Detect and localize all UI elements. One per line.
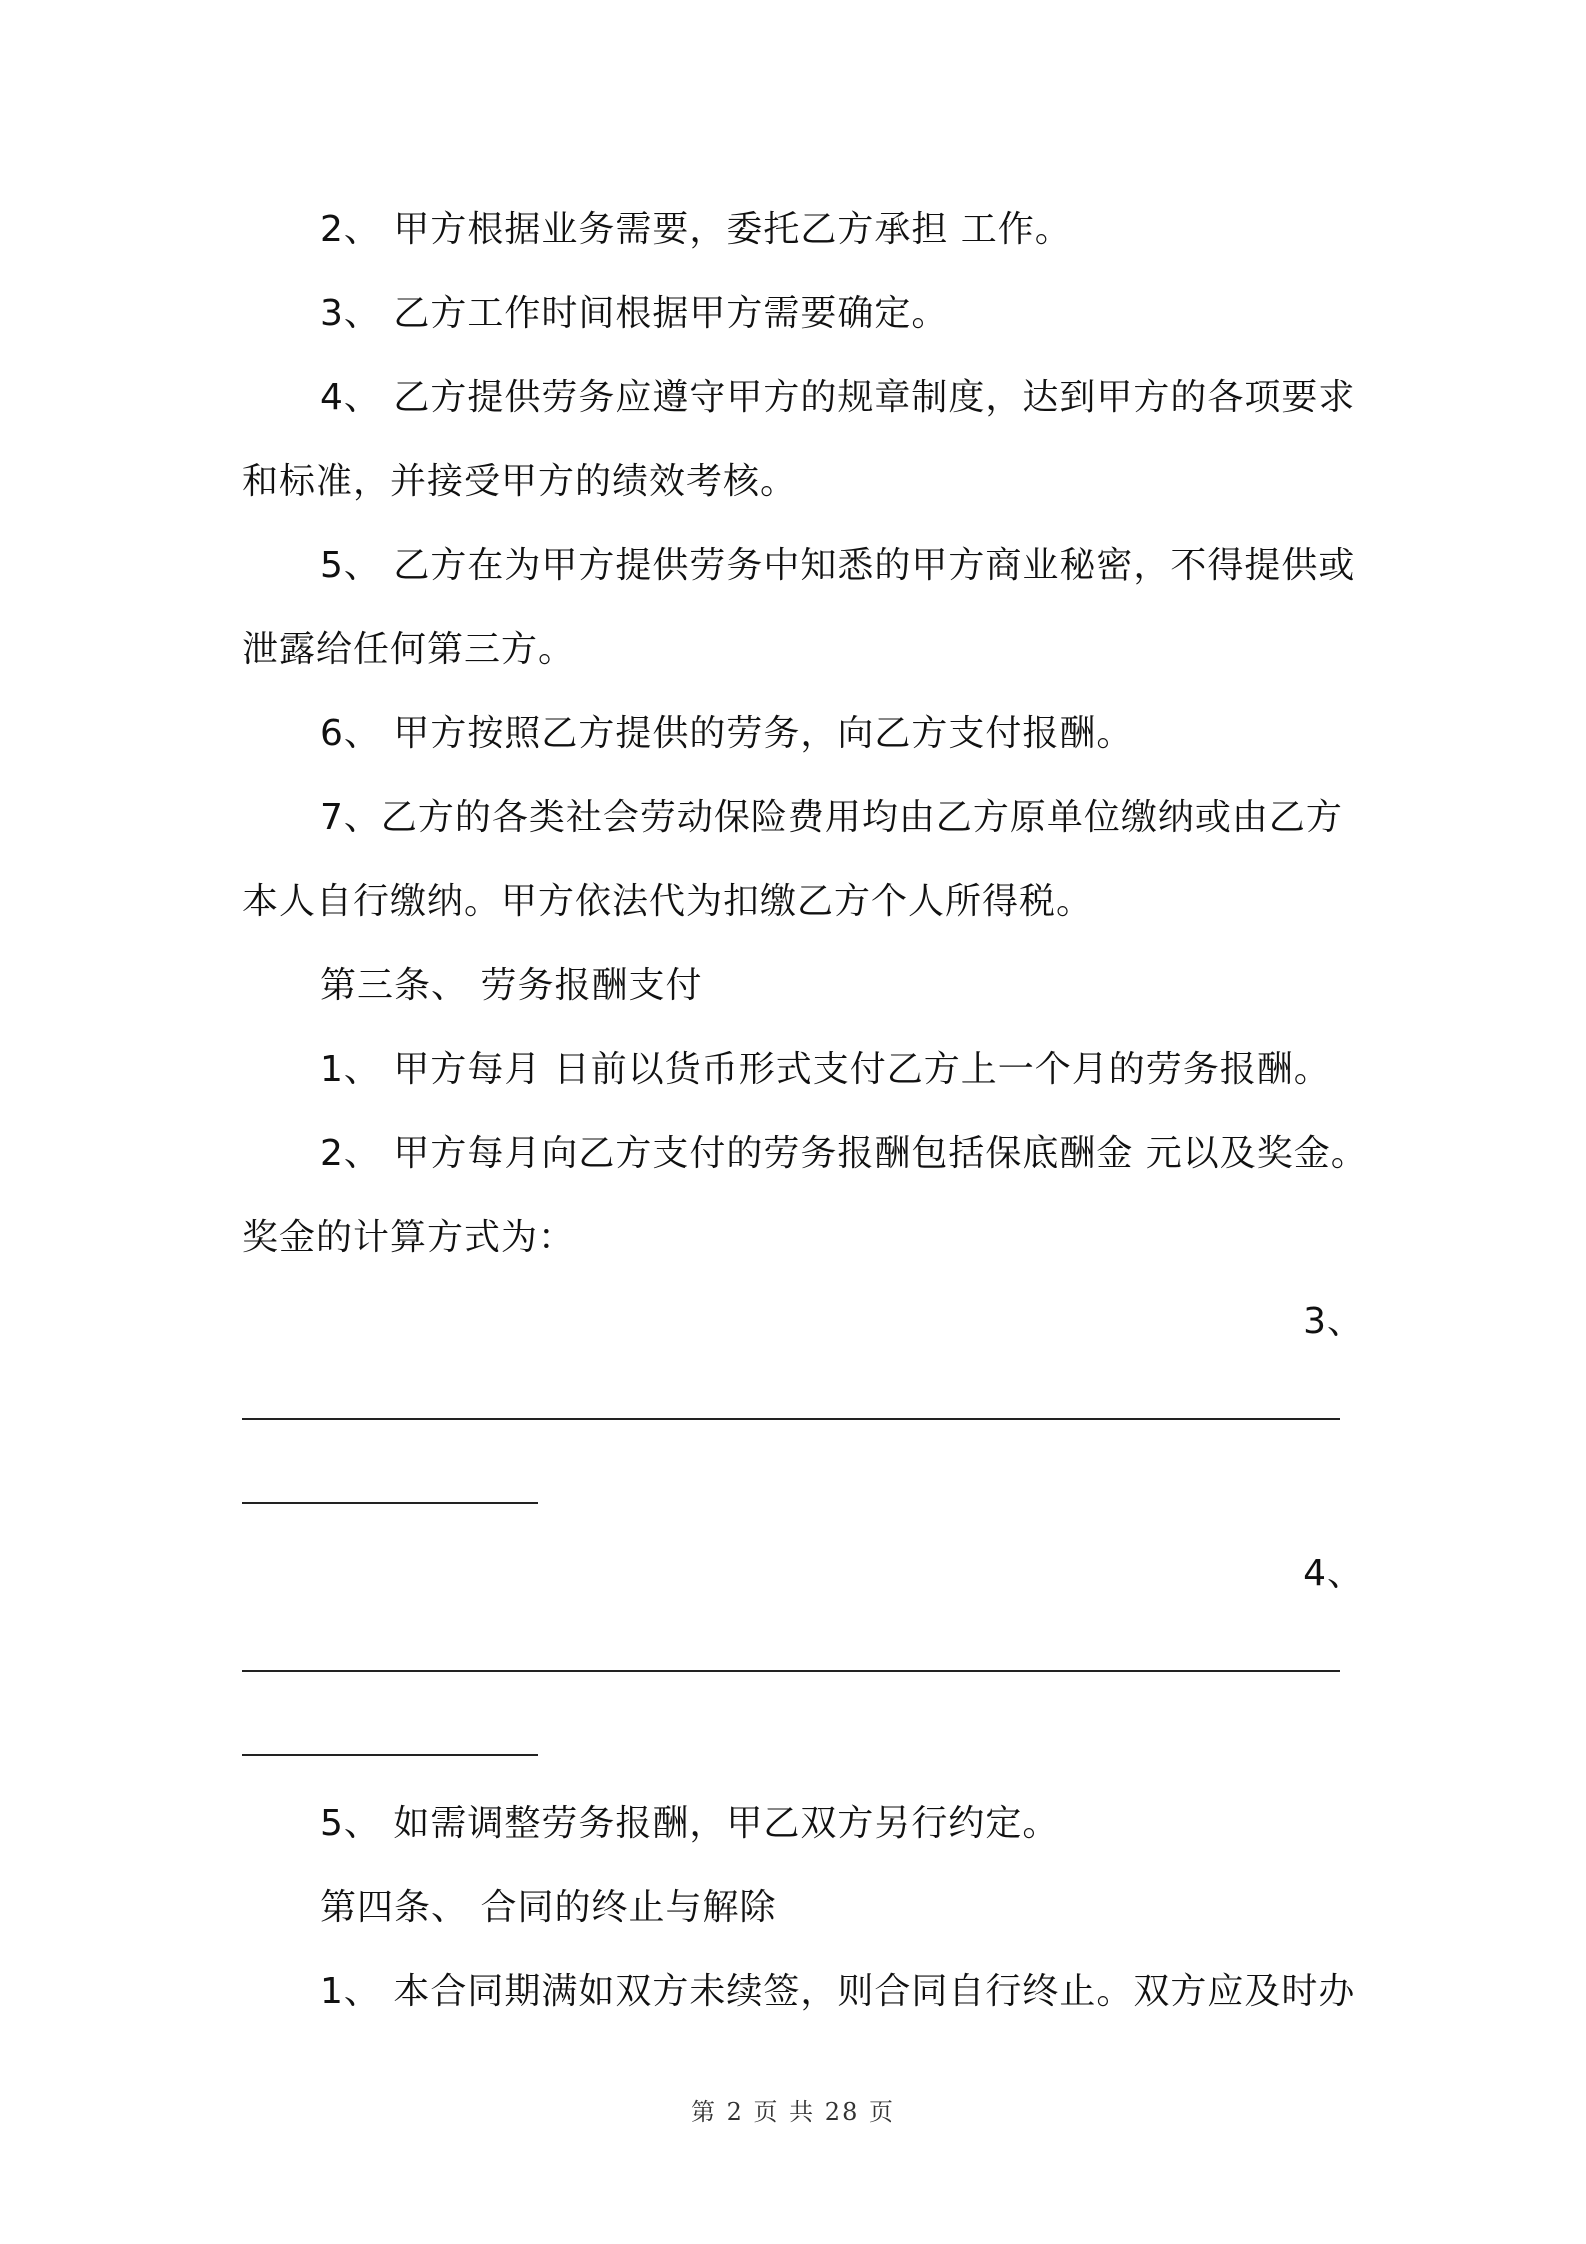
blank-line — [242, 1670, 1340, 1672]
payment-clause-5: 5、 如需调整劳务报酬，甲乙双方另行约定。 — [320, 1803, 1060, 1844]
termination-clause-1: 1、 本合同期满如双方未续签，则合同自行终止。双方应及时办 — [320, 1971, 1356, 2012]
blank-line — [242, 1754, 538, 1756]
clause-4: 4、 乙方提供劳务应遵守甲方的规章制度，达到甲方的各项要求 — [320, 377, 1356, 418]
payment-clause-4-label: 4、 — [1303, 1553, 1364, 1594]
section-heading-4: 第四条、 合同的终止与解除 — [320, 1887, 777, 1928]
clause-5-cont: 泄露给任何第三方。 — [242, 629, 576, 670]
clause-2: 2、 甲方根据业务需要，委托乙方承担 工作。 — [320, 209, 1072, 250]
clause-3: 3、 乙方工作时间根据甲方需要确定。 — [320, 293, 949, 334]
clause-7: 7、乙方的各类社会劳动保险费用均由乙方原单位缴纳或由乙方 — [320, 797, 1343, 838]
payment-clause-2-cont: 奖金的计算方式为： — [242, 1217, 576, 1258]
clause-6: 6、 甲方按照乙方提供的劳务，向乙方支付报酬。 — [320, 713, 1134, 754]
clause-7-cont: 本人自行缴纳。甲方依法代为扣缴乙方个人所得税。 — [242, 881, 1094, 922]
clause-4-cont: 和标准，并接受甲方的绩效考核。 — [242, 461, 798, 502]
clause-5: 5、 乙方在为甲方提供劳务中知悉的甲方商业秘密，不得提供或 — [320, 545, 1356, 586]
blank-line — [242, 1418, 1340, 1420]
payment-clause-3-label: 3、 — [1303, 1301, 1364, 1342]
payment-clause-1: 1、 甲方每月 日前以货币形式支付乙方上一个月的劳务报酬。 — [320, 1049, 1331, 1090]
blank-line — [242, 1502, 538, 1504]
page-number-footer: 第 2 页 共 28 页 — [691, 2098, 895, 2126]
section-heading-3: 第三条、 劳务报酬支付 — [320, 965, 703, 1006]
payment-clause-2: 2、 甲方每月向乙方支付的劳务报酬包括保底酬金 元以及奖金。 — [320, 1133, 1368, 1174]
